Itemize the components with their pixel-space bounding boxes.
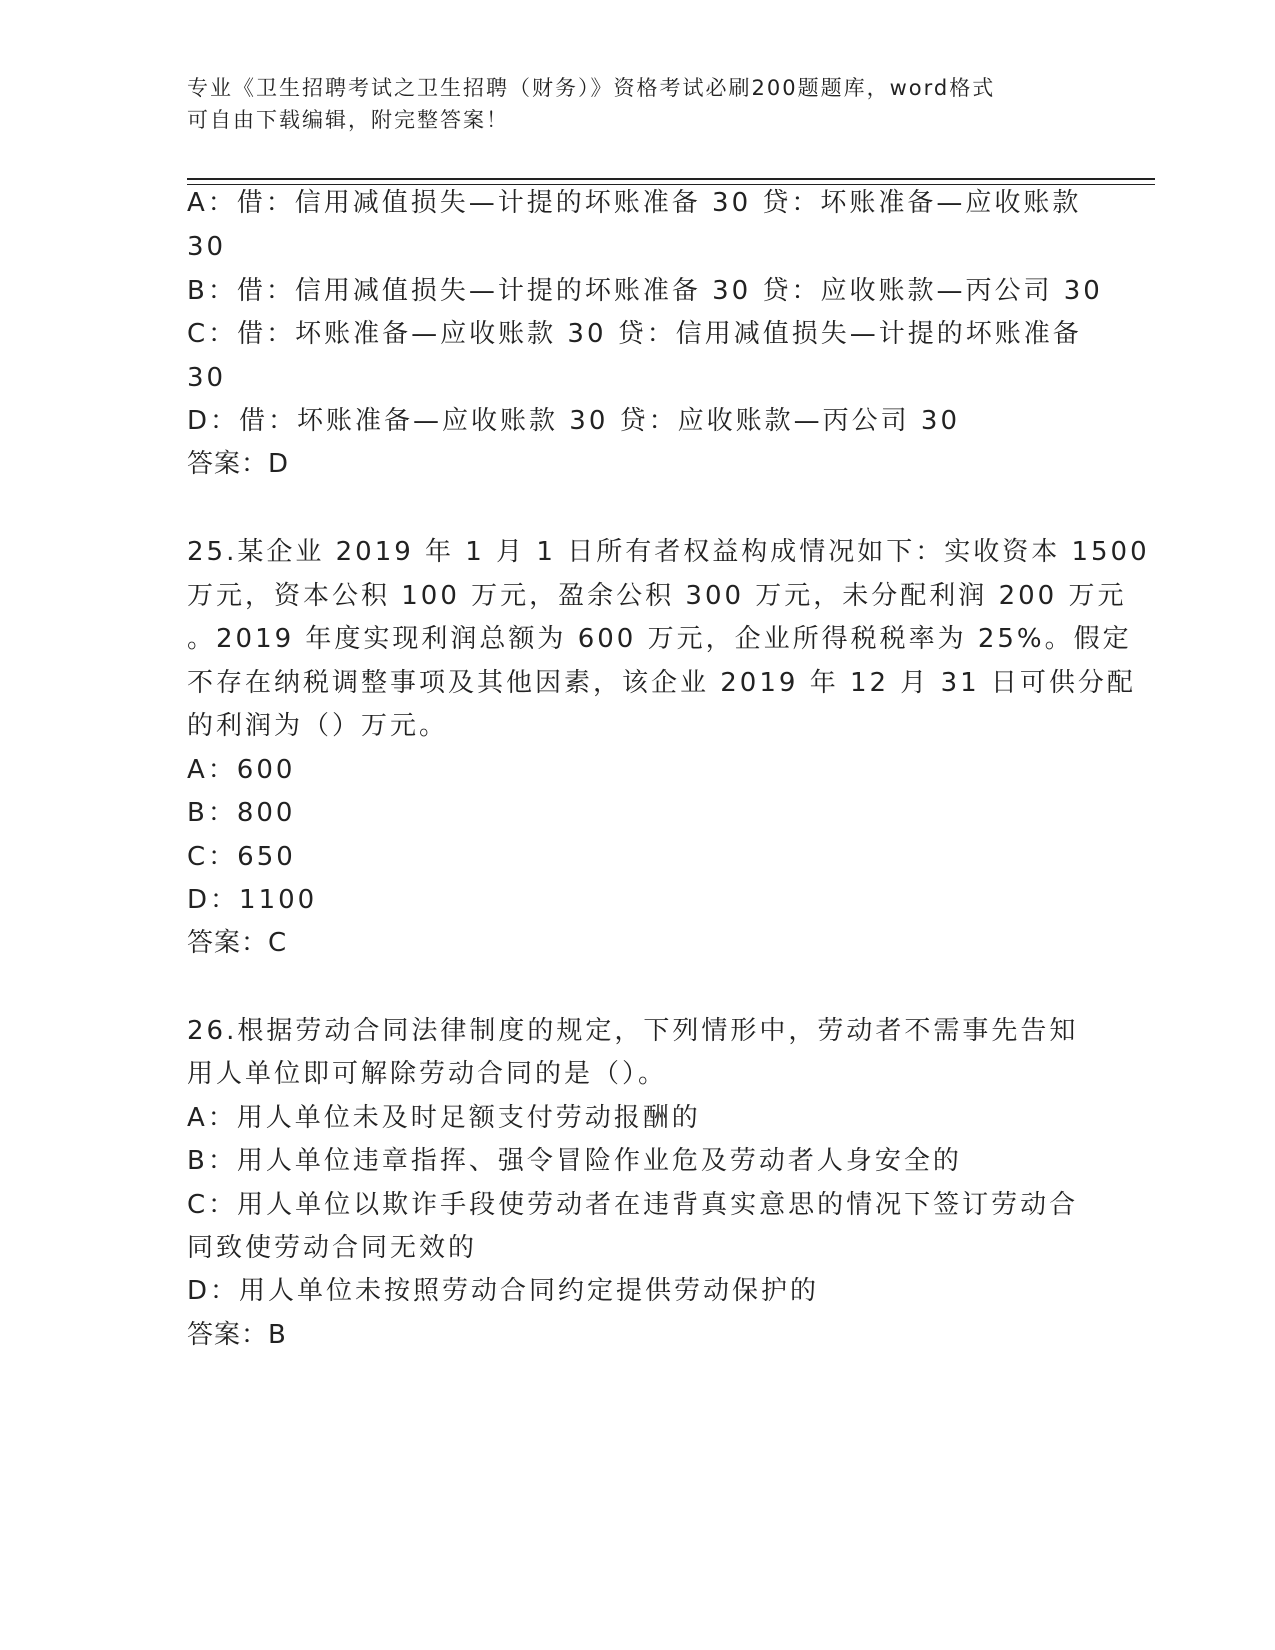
q25-stem-line-2: 万元，资本公积 100 万元，盈余公积 300 万元，未分配利润 200 万元 — [187, 581, 1127, 611]
q26-option-c-line-2: 同致使劳动合同无效的 — [187, 1233, 478, 1263]
page-header — [187, 72, 1067, 136]
q26-option-b: B：用人单位违章指挥、强令冒险作业危及劳动者人身安全的 — [187, 1146, 962, 1176]
q24-option-d: D：借：坏账准备—应收账款 30 贷：应收账款—丙公司 30 — [187, 406, 960, 436]
q25-option-a: A：600 — [187, 755, 296, 785]
q26-stem-line-1: 26.根据劳动合同法律制度的规定，下列情形中，劳动者不需事先告知 — [187, 1016, 1079, 1046]
q24-option-a-line-1: A：借：信用减值损失—计提的坏账准备 30 贷：坏账准备—应收账款 — [187, 188, 1082, 218]
q25-stem-line-4: 不存在纳税调整事项及其他因素，该企业 2019 年 12 月 31 日可供分配 — [187, 668, 1136, 698]
q25-answer: 答案：C — [187, 928, 288, 958]
q25-stem-line-5: 的利润为（）万元。 — [187, 711, 449, 741]
q24-answer: 答案：D — [187, 449, 290, 479]
q25-option-c: C：650 — [187, 842, 296, 872]
header-line-2: 可自由下载编辑，附完整答案！ — [187, 108, 509, 132]
q24-option-b: B：借：信用减值损失—计提的坏账准备 30 贷：应收账款—丙公司 30 — [187, 276, 1103, 306]
q24-option-c-line-2: 30 — [187, 363, 227, 393]
q24-option-a-line-2: 30 — [187, 232, 227, 262]
q26-option-a: A：用人单位未及时足额支付劳动报酬的 — [187, 1103, 701, 1133]
q26-answer: 答案：B — [187, 1320, 287, 1350]
q25-option-d: D：1100 — [187, 885, 318, 915]
header-line-1: 专业《卫生招聘考试之卫生招聘（财务）》资格考试必刷200题题库，word格式 — [187, 76, 996, 100]
q24-option-c-line-1: C：借：坏账准备—应收账款 30 贷：信用减值损失—计提的坏账准备 — [187, 319, 1082, 349]
q26-option-c-line-1: C：用人单位以欺诈手段使劳动者在违背真实意思的情况下签订劳动合 — [187, 1190, 1079, 1220]
q25-stem-line-3: 。2019 年度实现利润总额为 600 万元，企业所得税税率为 25%。假定 — [187, 624, 1132, 654]
q25-stem-line-1: 25.某企业 2019 年 1 月 1 日所有者权益构成情况如下：实收资本 1500 — [187, 537, 1150, 567]
q26-option-d: D：用人单位未按照劳动合同约定提供劳动保护的 — [187, 1276, 820, 1306]
q26-stem-line-2: 用人单位即可解除劳动合同的是（）。 — [187, 1059, 668, 1089]
q25-option-b: B：800 — [187, 798, 296, 828]
